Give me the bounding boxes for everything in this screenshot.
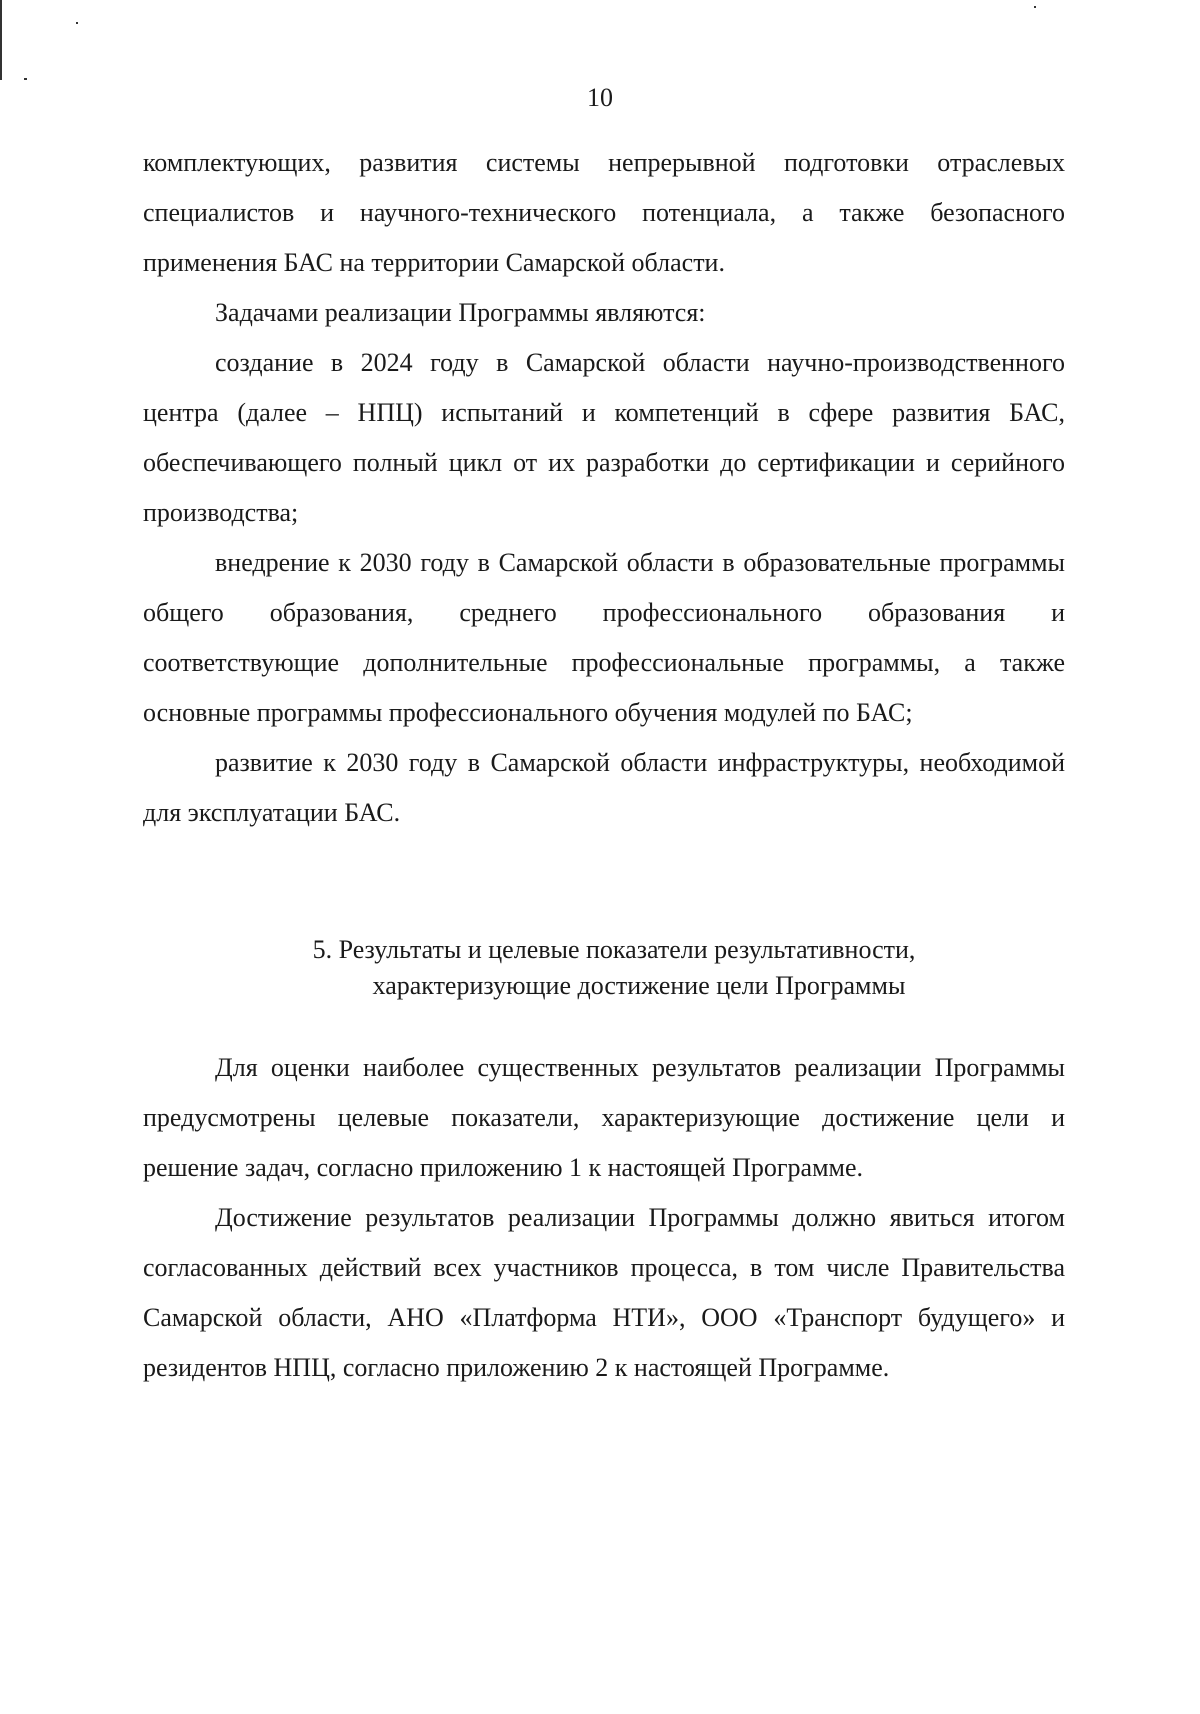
scan-dot <box>24 78 27 80</box>
paragraph-task-2: внедрение к 2030 году в Самарской области в образовательные программы общего образования, среднего профессионального образования и соответствующие дополнительные профессиональные программы, а также основные программы профессионального обучения модулей по БАС; <box>143 548 1065 727</box>
paragraph-results: Достижение результатов реализации Программы должно явиться итогом согласованных действий всех участников процесса, в том числе Правительства Самарской области, АНО «Платформа НТИ», ООО «Транспорт будущего» и резидентов НПЦ, согласно приложению 2 к настоящей Программе. <box>143 1203 1065 1382</box>
paragraph-tasks-intro: Задачами реализации Программы являются: <box>215 298 706 327</box>
section-heading <box>143 932 1065 1004</box>
scan-dot <box>76 22 78 24</box>
body-text-bottom <box>143 1043 1065 1393</box>
paragraph-continuation: комплектующих, развития системы непрерывной подготовки отраслевых специалистов и научного-технического потенциала, а также безопасного применения БАС на территории Самарской области. <box>143 148 1065 277</box>
scan-dot <box>1034 6 1036 8</box>
body-text-top <box>143 138 1065 838</box>
page-number: 10 <box>587 83 613 112</box>
section-heading-line-2: характеризующие достижение цели Программы <box>372 971 906 1000</box>
paragraph-task-1: создание в 2024 году в Самарской области научно-производственного центра (далее – НПЦ) испытаний и компетенций в сфере развития БАС, обеспечивающего полный цикл от их разработки до сертификации и серийного производства; <box>143 348 1065 527</box>
section-heading-line-1: 5. Результаты и целевые показатели результативности, <box>312 935 916 964</box>
paragraph-task-3: развитие к 2030 году в Самарской области инфраструктуры, необходимой для эксплуатации БАС. <box>143 748 1065 827</box>
paragraph-indicators: Для оценки наиболее существенных результатов реализации Программы предусмотрены целевые показатели, характеризующие достижение цели и решение задач, согласно приложению 1 к настоящей Программе. <box>143 1053 1065 1182</box>
scan-edge-mark <box>0 0 2 80</box>
